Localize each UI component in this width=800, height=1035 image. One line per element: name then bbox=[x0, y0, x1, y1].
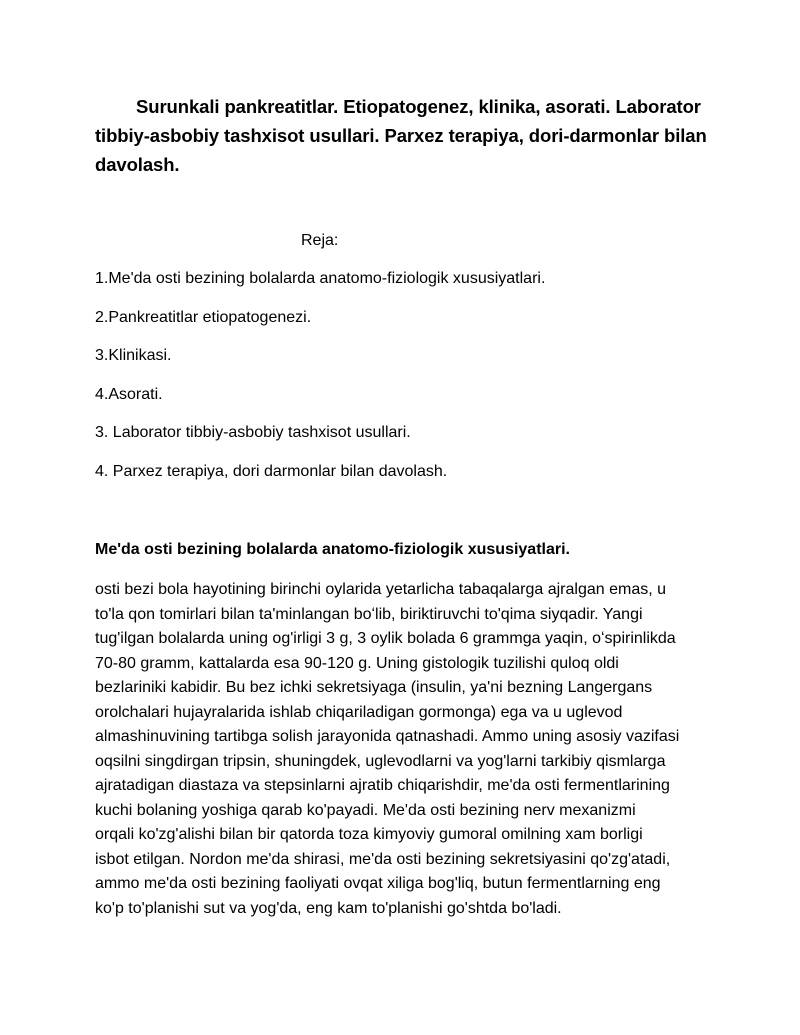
plan-item-1: 1.Me'da osti bezining bolalarda anatomo-fiziologik xususiyatlari. bbox=[95, 270, 546, 287]
body-line: oqsilni singdirgan tripsin, shuningdek, uglevodlarni va yog'larni tarkibiy qismlarga bbox=[95, 752, 666, 770]
document-title: Surunkali pankreatitlar. Etiopatogenez, klinika, asorati. Laborator tibbiy-asbobiy tashxisot usullari. Parxez terapiya, dori-darmonlar bilan davolash. bbox=[95, 96, 707, 175]
plan-item-6: 4. Parxez terapiya, dori darmonlar bilan davolash. bbox=[95, 462, 448, 480]
plan-list bbox=[95, 268, 715, 499]
body-line: tug'ilgan bolalarda uning og'irligi 3 g, 3 oylik bolada 6 grammga yaqin, oʻspirinlikda bbox=[95, 630, 676, 647]
body-line: orqali ko'zg'alishi bilan bir qatorda toza kimyoviy gumoral omilning xam borligi bbox=[95, 826, 643, 843]
body-line: to'la qon tomirlari bilan ta'minlangan boʻlib, biriktiruvchi to'qima siyqadir. Yangi bbox=[95, 605, 643, 623]
body-line: 70-80 gramm, kattalarda esa 90-120 g. Uning gistologik tuzilishi quloq oldi bbox=[95, 654, 619, 672]
body-line: orolchalari hujayralarida ishlab chiqariladigan gormonga) ega va u uglevod bbox=[95, 703, 623, 721]
body-line: osti bezi bola hayotining birinchi oylarida yetarlicha tabaqalarga ajralgan emas, u bbox=[95, 581, 667, 598]
plan-item-3: 3.Klinikasi. bbox=[95, 347, 172, 364]
body-line: almashinuvining tartibga solish jarayonida qatnashadi. Ammo uning asosiy vazifasi bbox=[95, 728, 680, 745]
body-line: ajratadigan diastaza va stepsinlarni ajratib chiqarishdir, me'da osti fermentlarining bbox=[95, 777, 670, 794]
body-line: ko'p to'planishi sut va yog'da, eng kam to'planishi go'shtda bo'ladi. bbox=[95, 899, 562, 917]
body-line: ammo me'da osti bezining faoliyati ovqat xiliga bog'liq, butun fermentlarning eng bbox=[95, 875, 661, 892]
plan-item-2: 2.Pankreatitlar etiopatogenezi. bbox=[95, 308, 312, 326]
section-heading: Me'da osti bezining bolalarda anatomo-fiziologik xususiyatlari. bbox=[95, 541, 570, 558]
section-body bbox=[95, 578, 715, 921]
plan-item-4: 4.Asorati. bbox=[95, 385, 163, 403]
plan-item-5: 3. Laborator tibbiy-asbobiy tashxisot usullari. bbox=[95, 424, 411, 441]
body-line: isbot etilgan. Nordon me'da shirasi, me'da osti bezining sekretsiyasini qo'zg'atadi, bbox=[95, 850, 671, 868]
plan-heading: Reja: bbox=[301, 232, 339, 249]
body-line: kuchi bolaning yoshiga qarab ko'payadi. Me'da osti bezining nerv mexanizmi bbox=[95, 801, 636, 819]
body-line: bezlariniki kabidir. Bu bez ichki sekretsiyaga (insulin, ya'ni bezning Langergans bbox=[95, 679, 653, 696]
